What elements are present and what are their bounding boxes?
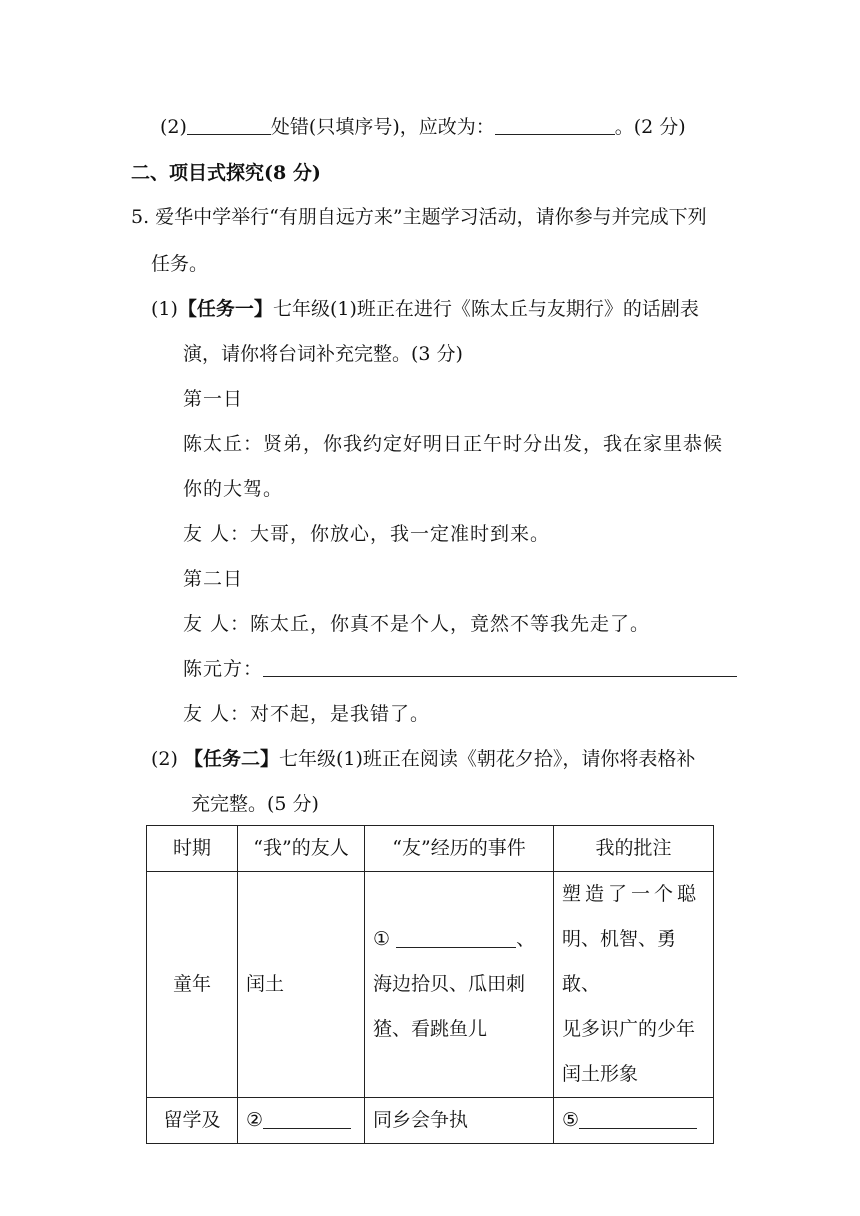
section-heading: 二、项目式探究(8 分) (131, 162, 321, 184)
event-separator: 、 (516, 928, 536, 950)
task2-tag: 【任务二】 (183, 748, 279, 770)
script-line-chen-taiqiu-cont: 你的大驾。 (183, 478, 284, 500)
script-line-friend-3: 友 人：对不起，是我错了。 (183, 703, 431, 725)
header-friend: “我”的友人 (238, 826, 365, 872)
reading-table (146, 825, 714, 1144)
task1-line1 (151, 295, 699, 323)
chen-yuanfang-answer-blank[interactable] (263, 656, 737, 677)
cell-note-childhood (554, 872, 714, 1098)
event-line2: 海边拾贝、瓜田刺 (373, 973, 526, 995)
note-line3: 见多识广的少年 (562, 1018, 696, 1040)
note-line1: 塑造了一个聪 (562, 883, 701, 905)
blank-marker-5: ⑤ (562, 1109, 580, 1131)
cell-event-childhood (365, 872, 554, 1098)
table-header-row (147, 826, 714, 872)
cell-friend-blank (238, 1098, 365, 1144)
note-line2: 明、机智、勇敢、 (562, 928, 677, 995)
q4-part2-tail: 。(2 分) (614, 116, 686, 138)
script-day2: 第二日 (183, 568, 244, 590)
script-line-chen-yuanfang (183, 655, 737, 683)
q5-prompt-line2: 任务。 (151, 253, 209, 275)
task2-text: 七年级(1)班正在阅读《朝花夕拾》，请你将表格补 (278, 748, 696, 770)
note-line4: 闰土形象 (562, 1063, 639, 1085)
header-event: “友”经历的事件 (365, 826, 554, 872)
task1-tag: 【任务一】 (177, 298, 273, 320)
blank-marker-2: ② (246, 1109, 264, 1131)
event-answer-blank-1[interactable] (396, 927, 516, 948)
q5-prompt-line1: 5. 爱华中学举行“有朋自远方来”主题学习活动，请你参与并完成下列 (131, 206, 707, 228)
script-line-friend-1: 友 人：大哥，你放心，我一定准时到来。 (183, 523, 551, 545)
q4-part2-number: (2) (160, 116, 187, 138)
note-answer-blank-5[interactable] (579, 1108, 697, 1129)
cell-period-study-abroad: 留学及 (147, 1098, 238, 1144)
table-row (147, 1098, 714, 1144)
script-day1: 第一日 (183, 388, 244, 410)
task2-line1 (151, 745, 695, 773)
header-note: 我的批注 (554, 826, 714, 872)
script-line-friend-2: 友 人：陈太丘，你真不是个人，竟然不等我先走了。 (183, 613, 651, 635)
cell-note-blank (554, 1098, 714, 1144)
task1-number: (1) (151, 298, 178, 320)
table-row (147, 872, 714, 1098)
q4-part2-blank-correction[interactable] (495, 114, 615, 135)
task2-line2: 充完整。(5 分) (191, 793, 319, 815)
q4-part2-line (160, 113, 686, 141)
cell-friend-runtu: 闰土 (238, 872, 365, 1098)
header-period: 时期 (147, 826, 238, 872)
event-line1 (373, 917, 545, 962)
blank-marker-1: ① (373, 928, 391, 950)
task2-number: (2) (151, 748, 178, 770)
friend-answer-blank-2[interactable] (263, 1108, 351, 1129)
task1-line2: 演，请你将台词补充完整。(3 分) (183, 343, 463, 365)
q4-part2-middle: 处错(只填序号)，应改为： (270, 116, 495, 138)
cell-period-childhood: 童年 (147, 872, 238, 1098)
script-line-chen-taiqiu: 陈太丘：贤弟，你我约定好明日正午时分出发，我在家里恭候 (183, 433, 724, 455)
q4-part2-blank-number[interactable] (187, 114, 271, 135)
task1-text: 七年级(1)班正在进行《陈太丘与友期行》的话剧表 (272, 298, 699, 320)
event-line3: 猹、看跳鱼儿 (373, 1018, 488, 1040)
speaker-chen-yuanfang: 陈元方： (183, 658, 264, 680)
cell-event-study-abroad: 同乡会争执 (365, 1098, 554, 1144)
